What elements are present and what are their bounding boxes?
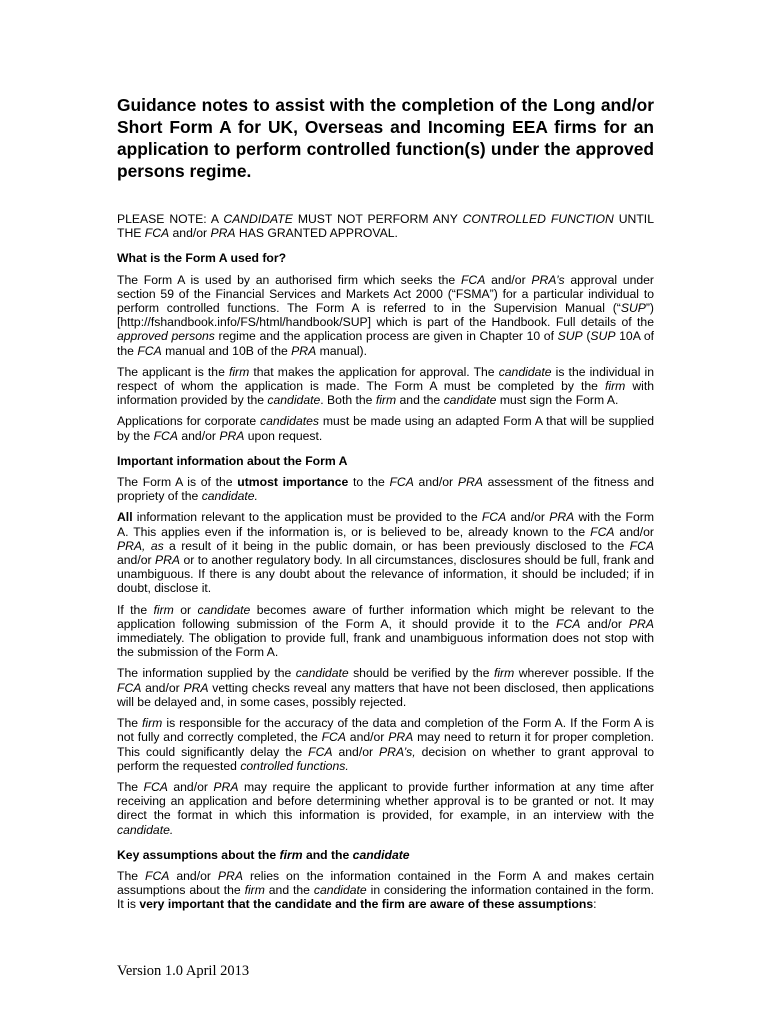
version-footer: Version 1.0 April 2013	[117, 963, 250, 979]
paragraph: The information supplied by the candidate should be verified by the firm wherever possible. If the FCA and/or PRA vetting checks reveal any matters that have not been disclosed, then applications will be delayed and, in some cases, possibly rejected.	[117, 666, 655, 709]
section-heading-key-assumptions: Key assumptions about the firm and the candidate	[117, 847, 410, 862]
document-body	[117, 94, 654, 919]
paragraph: The Form A is used by an authorised firm which seeks the FCA and/or PRA’s approval under section 59 of the Financial Services and Markets Act 2000 (“FSMA”) for a particular individual to perform controlled functions. The Form A is referred to in the Supervision Manual (“SUP”) [http://fshandbook.info/FS/html/handbook/SUP] which is part of the Handbook. Full details of the approved persons regime and the application process are given in Chapter 10 of SUP (SUP 10A of the FCA manual and 10B of the PRA manual).	[117, 272, 654, 358]
paragraph: Applications for corporate candidates must be made using an adapted Form A that will be supplied by the FCA and/or PRA upon request.	[117, 414, 654, 443]
paragraph: The FCA and/or PRA may require the applicant to provide further information at any time after receiving an application and before determining whether approval is to be granted or not. It may direct the format in which this information is provided, for example, in an interview with the candidate.	[117, 779, 654, 837]
document-title: Guidance notes to assist with the completion of the Long and/or Short Form A for UK, Overseas and Incoming EEA firms for an application to perform controlled function(s) under the approved persons regime.	[117, 95, 654, 181]
paragraph: The FCA and/or PRA relies on the information contained in the Form A and makes certain assumptions about the firm and the candidate in considering the information contained in the form. It is very important that the candidate and the firm are aware of these assumptions:	[117, 868, 654, 912]
paragraph: The firm is responsible for the accuracy of the data and completion of the Form A. If the Form A is not fully and correctly completed, the FCA and/or PRA may need to return it for proper completion. This could significantly delay the FCA and/or PRA’s, decision on whether to grant approval to perform the requested controlled functions.	[117, 716, 654, 773]
paragraph: The Form A is of the utmost importance to the FCA and/or PRA assessment of the fitness and propriety of the candidate.	[117, 475, 655, 504]
section-heading-important-info: Important information about the Form A	[117, 453, 348, 468]
section-heading-form-a-use: What is the Form A used for?	[117, 251, 287, 266]
paragraph: If the firm or candidate becomes aware of further information which might be relevant to the application following submission of the Form A, it should provide it to the FCA and/or PRA immediately. The obligation to provide full, frank and unambiguous information does not stop with the submission of the Form A.	[117, 602, 654, 660]
paragraph: The applicant is the firm that makes the application for approval. The candidate is the individual in respect of whom the application is made. The Form A must be completed by the firm with information provided by the candidate. Both the firm and the candidate must sign the Form A.	[117, 364, 655, 408]
approval-notice: PLEASE NOTE: A CANDIDATE MUST NOT PERFORM ANY CONTROLLED FUNCTION UNTIL THE FCA and/or PRA HAS GRANTED APPROVAL.	[117, 212, 654, 241]
paragraph: All information relevant to the application must be provided to the FCA and/or PRA with the Form A. This applies even if the information is, or is believed to be, already known to the FCA and/or PRA, as a result of it being in the public domain, or has been previously disclosed to the FCA and/or PRA or to another regulatory body. In all circumstances, disclosures should be full, frank and unambiguous. If there is any doubt about the relevance of information, it should be included; if in doubt, disclose it.	[117, 510, 654, 596]
